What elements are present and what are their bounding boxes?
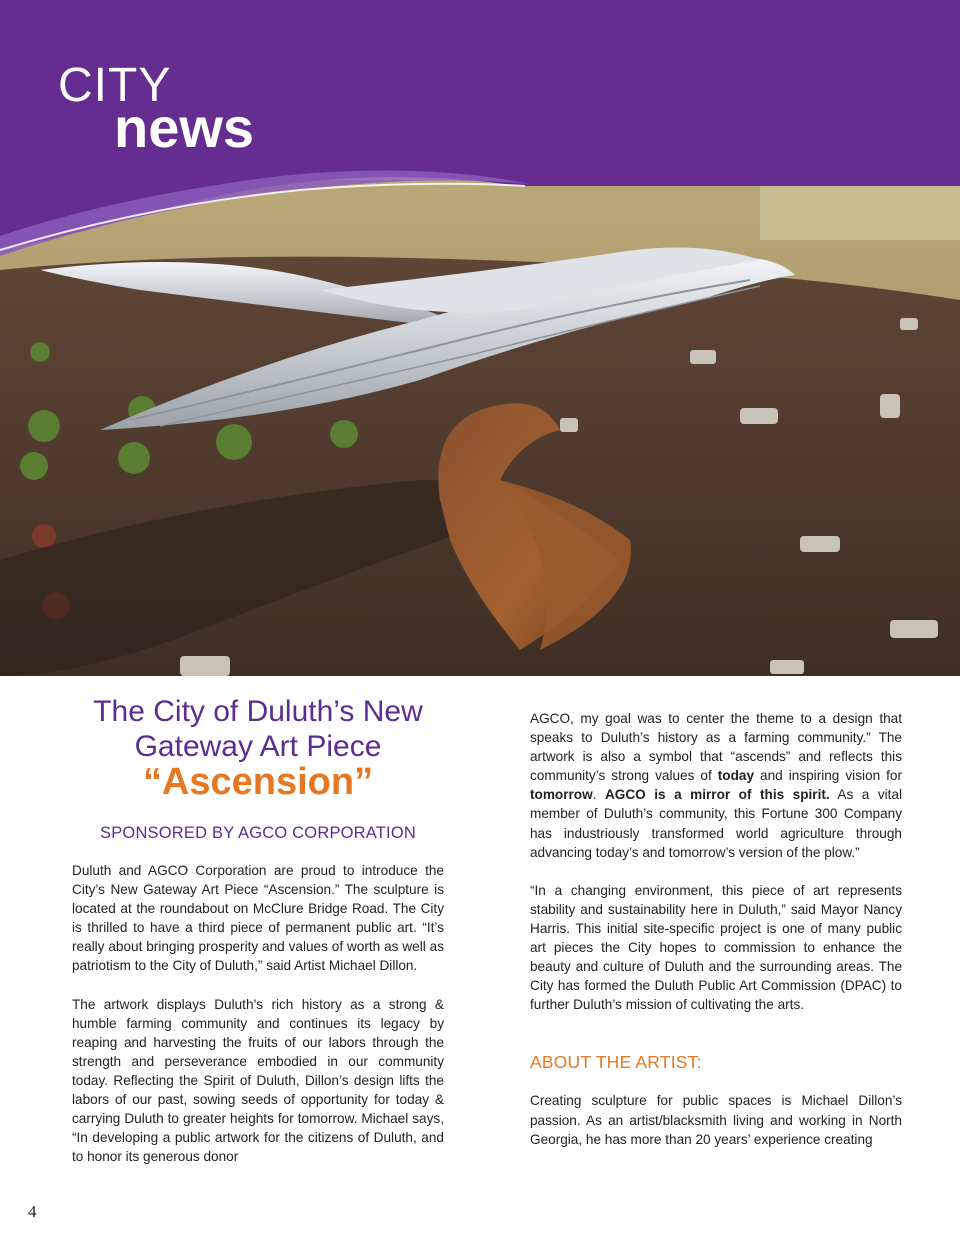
body-text: AGCO, my goal was to center the theme to a design that speaks to Duluth’s history as a farming community.” The artwork is also a symbol that “ascends” and reflects this community’s strong values of [530,711,902,784]
body-text: . [592,787,605,803]
brand-city: CITY [58,59,172,112]
about-artist-heading: ABOUT THE ARTIST: [530,1052,702,1073]
body-paragraph: Creating sculpture for public spaces is Michael Dillon’s passion. As an artist/blacksmith living and working in North Georgia, he has more than 20 years’ experience creating [530,1093,902,1147]
headline-line1: The City of Duluth’s New [93,695,423,728]
body-paragraph: “In a changing environment, this piece of art represents stability and sustainability here in Duluth,” said Mayor Nancy Harris. This initial site-specific project is one of many public art pieces the City hopes to commission to enhance the beauty and culture of Duluth and the surrounding areas. The City has formed the Duluth Public Art Commission (DPAC) to further Duluth’s mission of cultivating the arts. [530,882,902,1013]
sponsor-line: SPONSORED BY AGCO CORPORATION [100,824,416,842]
body-paragraph: The artwork displays Duluth’s rich history as a strong & humble farming community and continues its legacy by reaping and harvesting the fruits of our labors through the strength and perseverance embodied in our community today. Reflecting the Spirit of Duluth, Dillon’s design lifts the labors of our past, sowing seeds of opportunity for today & carrying Duluth to greater heights for tomorrow. Michael says, “In developing a public artwork for the citizens of Duluth, and to honor its generous donor [72,996,444,1165]
page-number: 4 [28,1202,37,1221]
emphasis-today: today [717,768,755,784]
emphasis-mirror: AGCO is a mirror of this spirit. [604,787,830,803]
emphasis-tomorrow: tomorrow [530,787,593,803]
body-paragraph: Duluth and AGCO Corporation are proud to introduce the City’s New Gateway Art Piece “Ascension.” The sculpture is located at the roundabout on McClure Bridge Road. The City is thrilled to have a third piece of permanent public art. “It’s really about bringing prosperity and values of worth as well as patriotism to the City of Duluth,” said Artist Michael Dillon. [72,863,444,974]
headline-accent-title: “Ascension” [142,761,374,803]
page-header [0,0,960,260]
headline-line2: Gateway Art Piece [134,730,382,763]
article-right-column [530,709,902,1149]
body-text: As a vital member of Duluth’s community, this Fortune 300 Company has industriously transformed world agriculture through advancing today’s and tomorrow’s version of the plow.” [530,787,903,860]
body-text: and inspiring vision for [754,768,903,784]
article-left-column [72,694,444,1166]
body-paragraph [530,709,902,862]
brand-news: news [114,96,255,159]
